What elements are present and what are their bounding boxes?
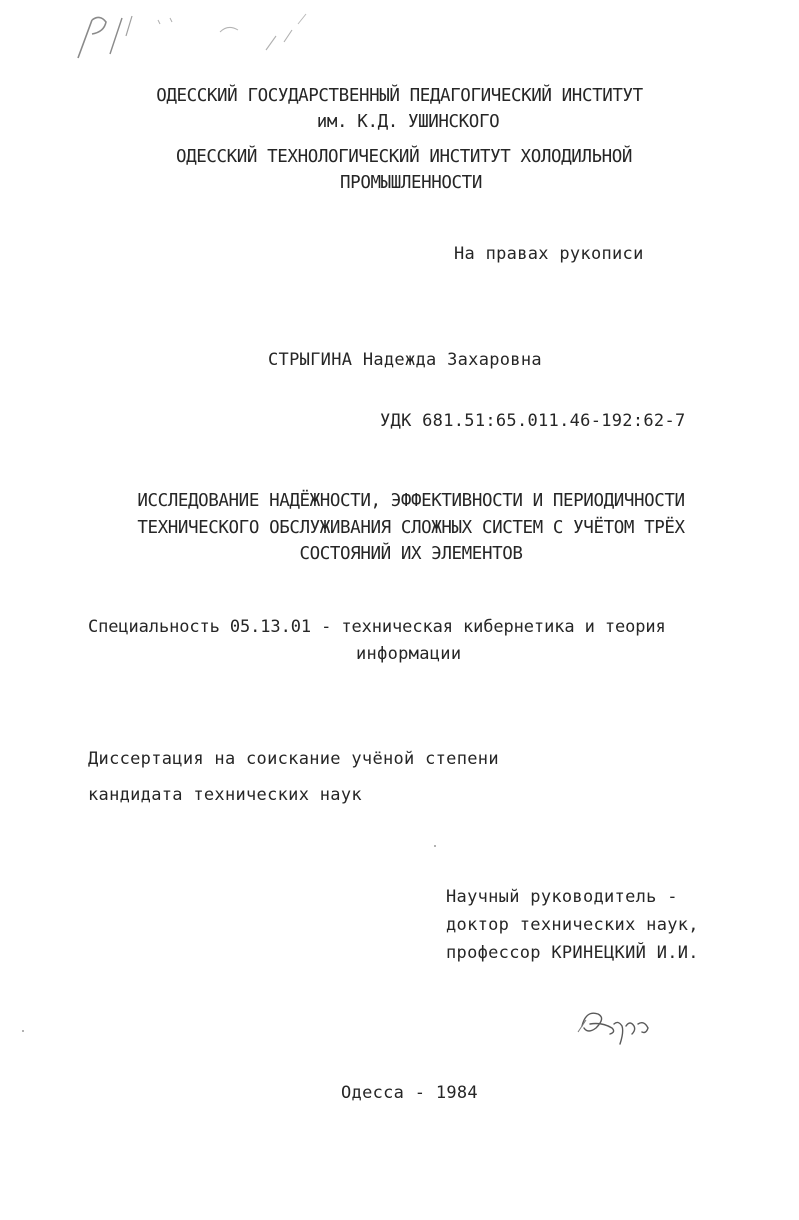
supervisor-line-3: профессор КРИНЕЦКИЙ И.И.: [446, 943, 699, 963]
supervisor-line-1: Научный руководитель -: [446, 887, 678, 907]
specialty-line-2: информации: [356, 644, 462, 664]
degree-line-1: Диссертация на соискание учёной степени: [88, 749, 499, 769]
institute-2-line-1: ОДЕССКИЙ ТЕХНОЛОГИЧЕСКИЙ ИНСТИТУТ ХОЛОДИЛЬНОЙ: [175, 147, 633, 167]
thesis-title-line-3: СОСТОЯНИЙ ИХ ЭЛЕМЕНТОВ: [299, 544, 523, 564]
handwritten-note-top: [70, 6, 330, 66]
scan-speck: [22, 1030, 24, 1032]
thesis-title-line-2: ТЕХНИЧЕСКОГО ОБСЛУЖИВАНИЯ СЛОЖНЫХ СИСТЕМ С УЧЁТОМ ТРЁХ: [137, 518, 685, 538]
institute-2-line-2: ПРОМЫШЛЕННОСТИ: [340, 173, 482, 193]
specialty-line-1: Специальность 05.13.01 - техническая кибернетика и теория: [88, 617, 666, 637]
thesis-title-line-1: ИССЛЕДОВАНИЕ НАДЁЖНОСТИ, ЭФФЕКТИВНОСТИ И ПЕРИОДИЧНОСТИ: [137, 491, 685, 511]
city-year: Одесса - 1984: [341, 1083, 478, 1103]
institute-1-line-1: ОДЕССКИЙ ГОСУДАРСТВЕННЫЙ ПЕДАГОГИЧЕСКИЙ ИНСТИТУТ: [156, 86, 643, 106]
author-name: СТРЫГИНА Надежда Захаровна: [268, 350, 542, 370]
scan-speck: [434, 845, 436, 847]
supervisor-line-2: доктор технических наук,: [446, 915, 699, 935]
degree-line-2: кандидата технических наук: [88, 785, 362, 805]
signature: [572, 1002, 662, 1052]
manuscript-note: На правах рукописи: [454, 244, 644, 264]
udc-code: УДК 681.51:65.011.46-192:62-7: [380, 411, 686, 431]
institute-1-line-2: им. К.Д. УШИНСКОГО: [316, 112, 500, 132]
